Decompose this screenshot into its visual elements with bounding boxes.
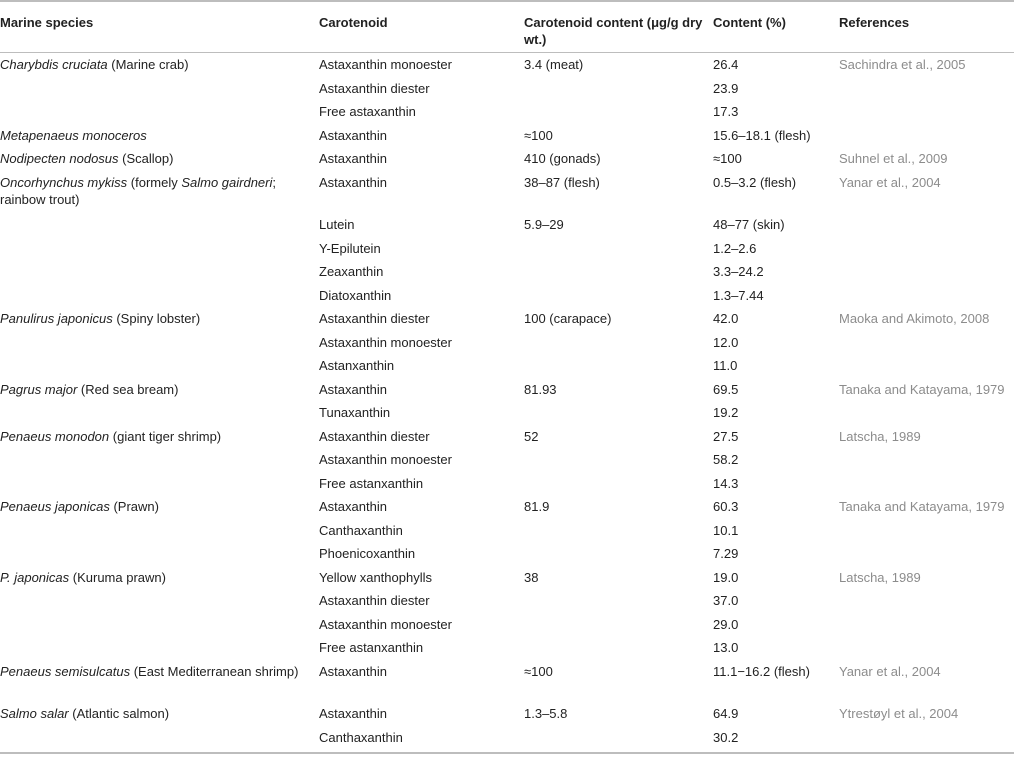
cell-reference: Ytrestøyl et al., 2004 <box>839 706 959 721</box>
table-body <box>0 53 1014 753</box>
cell-marine-species <box>0 147 319 171</box>
species-name: Metapenaeus monoceros <box>0 127 147 143</box>
cell-carotenoid-content <box>524 542 713 566</box>
cell-marine-species <box>0 519 319 543</box>
cell-reference: Yanar et al., 2004 <box>839 174 941 190</box>
cell-carotenoid-content: 410 (gonads) <box>524 151 601 166</box>
table-row <box>0 213 1014 237</box>
cell-carotenoid: Astaxanthin monoester <box>319 57 452 72</box>
cell-marine-species <box>0 542 319 566</box>
table-row <box>0 124 1014 148</box>
cell-marine-species: Oncorhynchus mykiss (formely Salmo gairdneri; rainbow trout) <box>0 174 276 207</box>
cell-carotenoid-content <box>524 589 713 613</box>
cell-marine-species <box>0 566 319 590</box>
header-marine-species: Marine species <box>0 1 319 53</box>
cell-marine-species <box>0 726 319 753</box>
cell-content-percent: 19.0 <box>713 569 739 585</box>
cell-content-percent: 10.1 <box>713 522 739 538</box>
cell-content-percent: 15.6–18.1 (flesh) <box>713 127 811 143</box>
cell-marine-species <box>0 213 319 237</box>
cell-carotenoid-content <box>524 401 713 425</box>
cell-reference <box>839 77 1014 101</box>
cell-carotenoid-content <box>524 331 713 355</box>
cell-carotenoid: Y-Epilutein <box>319 240 381 256</box>
cell-content-percent: 60.3 <box>713 499 739 514</box>
table-row <box>0 448 1014 472</box>
cell-reference <box>839 726 1014 753</box>
header-carotenoid-content: Carotenoid content (μg/g dry wt.) <box>524 1 713 53</box>
cell-carotenoid: Astaxanthin monoester <box>319 616 452 632</box>
cell-carotenoid-content: 52 <box>524 428 539 444</box>
species-common-name: (Marine crab) <box>107 57 189 72</box>
cell-carotenoid-content <box>524 100 713 124</box>
cell-marine-species <box>0 307 319 331</box>
cell-carotenoid-content <box>524 613 713 637</box>
cell-carotenoid: Astaxanthin monoester <box>319 334 452 350</box>
species-name: Penaeus monodon <box>0 428 110 444</box>
cell-content-percent: ≈100 <box>713 151 742 166</box>
cell-carotenoid: Astaxanthin <box>319 127 387 143</box>
cell-carotenoid: Astaxanthin <box>319 663 387 679</box>
table-row <box>0 147 1014 171</box>
cell-carotenoid-content: 81.93 <box>524 381 557 397</box>
cell-carotenoid-content: ≈100 <box>524 663 553 679</box>
header-references: References <box>839 1 1014 53</box>
cell-content-percent: 69.5 <box>713 381 739 397</box>
species-common-name: (Prawn) <box>109 499 159 514</box>
cell-carotenoid-content <box>524 237 713 261</box>
cell-marine-species <box>0 495 319 519</box>
cell-carotenoid: Free astanxanthin <box>319 640 424 655</box>
cell-carotenoid: Tunaxanthin <box>319 405 391 420</box>
cell-carotenoid-content: 100 (carapace) <box>524 311 612 326</box>
cell-carotenoid: Astaxanthin monoester <box>319 452 452 467</box>
table-row <box>0 401 1014 425</box>
cell-marine-species <box>0 77 319 101</box>
cell-content-percent: 3.3–24.2 <box>713 264 764 279</box>
cell-reference <box>839 237 1014 261</box>
cell-content-percent: 64.9 <box>713 706 739 721</box>
table-row <box>0 472 1014 496</box>
cell-reference: Maoka and Akimoto, 2008 <box>839 311 990 326</box>
cell-marine-species <box>0 53 319 77</box>
cell-reference <box>839 519 1014 543</box>
cell-reference <box>839 124 1014 148</box>
cell-content-percent: 1.3–7.44 <box>713 287 764 303</box>
cell-carotenoid: Lutein <box>319 217 355 232</box>
table-row <box>0 726 1014 753</box>
cell-carotenoid-content: ≈100 <box>524 127 553 143</box>
species-common-name: (Red sea bream) <box>77 381 179 397</box>
cell-content-percent: 27.5 <box>713 428 739 444</box>
cell-marine-species <box>0 260 319 284</box>
cell-reference <box>839 472 1014 496</box>
cell-carotenoid: Astaxanthin <box>319 706 387 721</box>
cell-marine-species <box>0 100 319 124</box>
table-row <box>0 331 1014 355</box>
cell-reference <box>839 331 1014 355</box>
cell-reference <box>839 401 1014 425</box>
header-carotenoid: Carotenoid <box>319 1 524 53</box>
cell-carotenoid-content: 38 <box>524 569 539 585</box>
table-row <box>0 100 1014 124</box>
cell-reference <box>839 260 1014 284</box>
cell-content-percent: 19.2 <box>713 405 739 420</box>
cell-carotenoid: Astaxanthin <box>319 151 387 166</box>
cell-carotenoid-content: 1.3–5.8 <box>524 706 568 721</box>
cell-carotenoid: Yellow xanthophylls <box>319 569 432 585</box>
cell-marine-species <box>0 472 319 496</box>
cell-marine-species <box>0 331 319 355</box>
table-row <box>0 425 1014 449</box>
cell-reference <box>839 354 1014 378</box>
cell-carotenoid-content <box>524 448 713 472</box>
cell-carotenoid: Zeaxanthin <box>319 264 384 279</box>
cell-content-percent: 26.4 <box>713 57 739 72</box>
cell-reference <box>839 613 1014 637</box>
table-row <box>0 613 1014 637</box>
table-row <box>0 519 1014 543</box>
species-name: Pagrus major <box>0 381 78 397</box>
cell-carotenoid: Astaxanthin diester <box>319 311 430 326</box>
species-common-name: (Scallop) <box>118 151 174 166</box>
species-common-name: (Kuruma prawn) <box>69 569 166 585</box>
cell-carotenoid-content <box>524 472 713 496</box>
table-row <box>0 354 1014 378</box>
table-row <box>0 702 1014 726</box>
species-name: Penaeus japonicas <box>0 499 110 514</box>
cell-carotenoid-content <box>524 726 713 753</box>
cell-carotenoid-content <box>524 636 713 660</box>
cell-marine-species <box>0 448 319 472</box>
cell-reference: Latscha, 1989 <box>839 428 921 444</box>
cell-carotenoid: Free astaxanthin <box>319 104 416 119</box>
cell-carotenoid: Astaxanthin diester <box>319 593 430 608</box>
cell-reference <box>839 542 1014 566</box>
cell-marine-species <box>0 378 319 402</box>
cell-content-percent: 23.9 <box>713 80 739 96</box>
cell-carotenoid: Astanxanthin <box>319 358 395 373</box>
species-common-name: (Atlantic salmon) <box>68 706 170 721</box>
cell-reference: Tanaka and Katayama, 1979 <box>839 499 1005 514</box>
cell-content-percent: 58.2 <box>713 452 739 467</box>
cell-reference <box>839 100 1014 124</box>
species-name: Panulirus japonicus <box>0 311 113 326</box>
cell-content-percent: 1.2–2.6 <box>713 240 757 256</box>
table-row <box>0 307 1014 331</box>
cell-reference: Sachindra et al., 2005 <box>839 57 966 72</box>
cell-marine-species <box>0 401 319 425</box>
cell-content-percent: 14.3 <box>713 475 739 491</box>
species-name: P. japonicas <box>0 569 70 585</box>
cell-marine-species <box>0 124 319 148</box>
cell-content-percent: 29.0 <box>713 616 739 632</box>
cell-reference <box>839 284 1014 308</box>
cell-carotenoid: Phoenicoxanthin <box>319 546 416 561</box>
species-name: Salmo salar <box>0 706 69 721</box>
table-row <box>0 660 1014 703</box>
cell-marine-species: Penaeus semisulcatus (East Mediterranean shrimp) <box>0 663 299 679</box>
cell-carotenoid: Astaxanthin diester <box>319 80 430 96</box>
cell-carotenoid-content <box>524 354 713 378</box>
cell-content-percent: 17.3 <box>713 104 739 119</box>
cell-carotenoid: Diatoxanthin <box>319 287 392 303</box>
table-row <box>0 636 1014 660</box>
cell-marine-species <box>0 702 319 726</box>
table-row <box>0 260 1014 284</box>
cell-carotenoid: Canthaxanthin <box>319 522 403 538</box>
cell-carotenoid: Astaxanthin diester <box>319 428 430 444</box>
table-row <box>0 237 1014 261</box>
table-row <box>0 542 1014 566</box>
cell-content-percent: 12.0 <box>713 334 739 350</box>
cell-marine-species <box>0 636 319 660</box>
cell-carotenoid-content: 38–87 (flesh) <box>524 174 600 190</box>
cell-reference: Suhnel et al., 2009 <box>839 151 948 166</box>
species-name: Charybdis cruciata <box>0 57 108 72</box>
cell-reference: Latscha, 1989 <box>839 569 921 585</box>
cell-content-percent: 48–77 (skin) <box>713 217 785 232</box>
cell-reference: Yanar et al., 2004 <box>839 663 941 679</box>
cell-carotenoid-content <box>524 284 713 308</box>
table-row <box>0 566 1014 590</box>
cell-carotenoid: Canthaxanthin <box>319 726 524 753</box>
table-row <box>0 495 1014 519</box>
cell-content-percent: 11.0 <box>713 358 738 373</box>
table-row <box>0 284 1014 308</box>
species-name: Nodipecten nodosus <box>0 151 119 166</box>
cell-reference <box>839 589 1014 613</box>
cell-marine-species <box>0 613 319 637</box>
cell-content-percent: 30.2 <box>713 726 839 753</box>
species-common-name: (giant tiger shrimp) <box>109 428 222 444</box>
cell-carotenoid: Astaxanthin <box>319 499 387 514</box>
cell-carotenoid: Astaxanthin <box>319 381 387 397</box>
cell-carotenoid-content <box>524 260 713 284</box>
cell-carotenoid-content <box>524 77 713 101</box>
cell-carotenoid-content: 3.4 (meat) <box>524 57 584 72</box>
cell-content-percent: 37.0 <box>713 593 739 608</box>
cell-content-percent: 7.29 <box>713 546 739 561</box>
cell-carotenoid-content <box>524 519 713 543</box>
table-row <box>0 53 1014 77</box>
header-row <box>0 1 1014 53</box>
table-row <box>0 378 1014 402</box>
species-common-name: (Spiny lobster) <box>112 311 201 326</box>
cell-content-percent: 13.0 <box>713 640 739 655</box>
cell-carotenoid-content: 5.9–29 <box>524 217 564 232</box>
cell-content-percent: 11.1−16.2 (flesh) <box>713 663 810 679</box>
table-row <box>0 589 1014 613</box>
header-content-percent: Content (%) <box>713 1 839 53</box>
cell-marine-species <box>0 237 319 261</box>
table-row <box>0 77 1014 101</box>
cell-carotenoid: Astaxanthin <box>319 174 387 190</box>
cell-reference <box>839 448 1014 472</box>
cell-reference: Tanaka and Katayama, 1979 <box>839 381 1005 397</box>
cell-content-percent: 42.0 <box>713 311 739 326</box>
cell-marine-species <box>0 589 319 613</box>
cell-reference <box>839 213 1014 237</box>
cell-marine-species <box>0 354 319 378</box>
cell-carotenoid-content: 81.9 <box>524 499 550 514</box>
table-row <box>0 171 1014 214</box>
cell-marine-species <box>0 425 319 449</box>
cell-carotenoid: Free astanxanthin <box>319 475 424 491</box>
cell-content-percent: 0.5–3.2 (flesh) <box>713 174 797 190</box>
table-header <box>0 1 1014 53</box>
cell-marine-species <box>0 284 319 308</box>
cell-reference <box>839 636 1014 660</box>
